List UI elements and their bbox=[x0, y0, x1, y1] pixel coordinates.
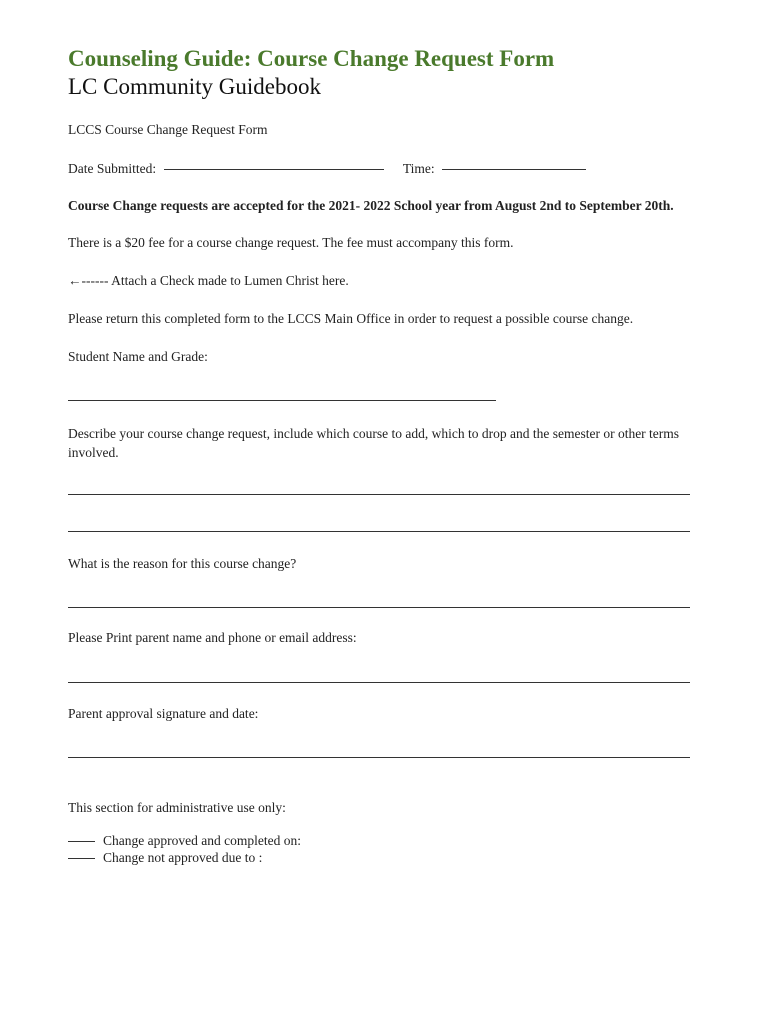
document-subtitle: LC Community Guidebook bbox=[68, 74, 321, 99]
approved-label: Change approved and completed on: bbox=[103, 833, 301, 848]
not-approved-checkbox-blank[interactable] bbox=[68, 858, 95, 859]
student-name-field[interactable] bbox=[68, 400, 496, 401]
time-label: Time: bbox=[402, 161, 435, 176]
form-name: LCCS Course Change Request Form bbox=[68, 122, 268, 137]
deadline-notice: Course Change requests are accepted for the 2021- 2022 School year from August 2nd to September 20th. bbox=[68, 198, 674, 213]
student-label: Student Name and Grade: bbox=[68, 349, 208, 364]
signature-field[interactable] bbox=[68, 757, 690, 758]
reason-label: What is the reason for this course change? bbox=[68, 556, 297, 571]
fee-text: There is a $20 fee for a course change request. The fee must accompany this form. bbox=[68, 235, 514, 250]
date-label: Date Submitted: bbox=[68, 161, 157, 176]
date-field[interactable] bbox=[164, 169, 384, 170]
parent-contact-field[interactable] bbox=[68, 682, 690, 683]
describe-label: Describe your course change request, include which course to add, which to drop and the semester or other terms involved. bbox=[68, 426, 680, 460]
parent-label: Please Print parent name and phone or email address: bbox=[68, 630, 357, 645]
date-time-row bbox=[68, 161, 586, 177]
document-title: Counseling Guide: Course Change Request Form bbox=[68, 46, 555, 71]
time-field[interactable] bbox=[442, 169, 586, 170]
admin-heading: This section for administrative use only: bbox=[68, 800, 286, 815]
describe-field-line-2[interactable] bbox=[68, 531, 690, 532]
reason-field[interactable] bbox=[68, 607, 690, 608]
attach-check-text: ←------ Attach a Check made to Lumen Christ here. bbox=[68, 273, 349, 288]
signature-label: Parent approval signature and date: bbox=[68, 706, 259, 721]
return-instructions: Please return this completed form to the LCCS Main Office in order to request a possible course change. bbox=[68, 311, 634, 326]
describe-field-line-1[interactable] bbox=[68, 494, 690, 495]
admin-approved-row bbox=[68, 833, 301, 849]
not-approved-label: Change not approved due to : bbox=[103, 850, 263, 865]
admin-not-approved-row bbox=[68, 850, 262, 866]
approved-checkbox-blank[interactable] bbox=[68, 841, 95, 842]
